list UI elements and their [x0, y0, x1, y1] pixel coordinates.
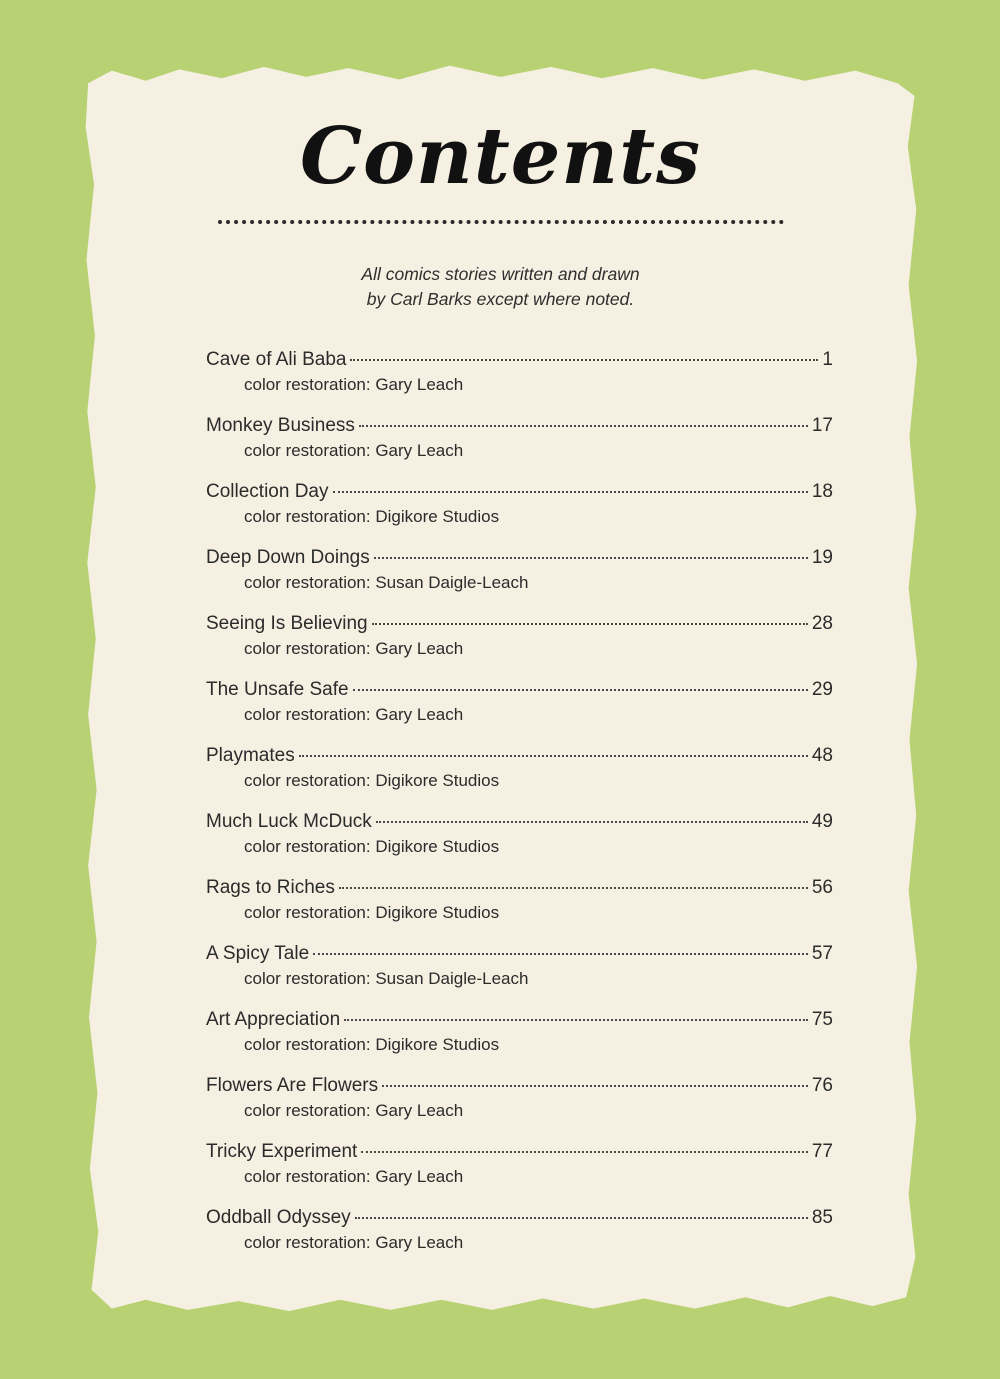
page-content	[78, 58, 923, 1320]
toc-entry-page-number: 17	[811, 414, 833, 436]
toc-entry-page-number: 56	[811, 876, 833, 898]
toc-entry-title[interactable]: Much Luck McDuck	[206, 810, 372, 832]
toc-entry-credit: color restoration: Gary Leach	[244, 1232, 464, 1252]
toc-entry-title[interactable]: Collection Day	[206, 480, 329, 502]
toc-entry[interactable]	[206, 745, 833, 791]
toc-entry-title[interactable]: Oddball Odyssey	[206, 1206, 351, 1228]
dot-leader	[355, 1217, 808, 1219]
toc-entry-page-number: 49	[811, 810, 833, 832]
toc-entry-line[interactable]	[206, 547, 833, 569]
dot-leader	[313, 953, 808, 955]
toc-entry-title[interactable]: Flowers Are Flowers	[206, 1074, 379, 1096]
toc-entry[interactable]	[206, 547, 833, 593]
toc-entry-page-number: 77	[811, 1140, 833, 1162]
attribution-note-line1: All comics stories written and drawn	[361, 263, 640, 284]
toc-entry-line[interactable]	[206, 415, 833, 437]
toc-entry[interactable]	[206, 1009, 833, 1055]
dot-leader	[299, 755, 808, 757]
toc-entry-title[interactable]: Deep Down Doings	[206, 546, 370, 568]
toc-entry-credit: color restoration: Susan Daigle-Leach	[244, 572, 529, 592]
toc-entry-title[interactable]: Rags to Riches	[206, 876, 335, 898]
toc-entry-page-number: 28	[811, 612, 833, 634]
toc-entry[interactable]	[206, 877, 833, 923]
toc-entry-title[interactable]: Seeing Is Believing	[206, 612, 368, 634]
toc-entry-title[interactable]: The Unsafe Safe	[206, 678, 349, 700]
toc-entry[interactable]	[206, 943, 833, 989]
toc-entry-line[interactable]	[206, 943, 833, 965]
toc-entry-page-number: 57	[811, 942, 833, 964]
toc-entry-title[interactable]: Art Appreciation	[206, 1008, 341, 1030]
toc-entry[interactable]	[206, 481, 833, 527]
dot-leader	[350, 359, 818, 361]
toc-entry[interactable]	[206, 1075, 833, 1121]
toc-entry[interactable]	[206, 349, 833, 395]
toc-entry-credit: color restoration: Gary Leach	[244, 704, 464, 724]
toc-entry-page-number: 85	[811, 1206, 833, 1228]
toc-entry-title[interactable]: Playmates	[206, 744, 295, 766]
page-title: Contents	[299, 111, 702, 202]
toc-entry-line[interactable]	[206, 1075, 833, 1097]
dot-leader	[344, 1019, 808, 1021]
toc-entry-credit: color restoration: Digikore Studios	[244, 836, 500, 856]
toc-entry[interactable]	[206, 679, 833, 725]
title-divider	[218, 220, 784, 224]
dot-leader	[353, 689, 808, 691]
toc-entry-title[interactable]: A Spicy Tale	[206, 942, 310, 964]
toc-entry-credit: color restoration: Gary Leach	[244, 1166, 464, 1186]
toc-entry[interactable]	[206, 415, 833, 461]
toc-entry-credit: color restoration: Gary Leach	[244, 638, 464, 658]
toc-entry-title[interactable]: Monkey Business	[206, 414, 355, 436]
toc-entry-page-number: 1	[822, 348, 833, 370]
dot-leader	[361, 1151, 808, 1153]
dot-leader	[374, 557, 808, 559]
toc-entry-credit: color restoration: Gary Leach	[244, 440, 464, 460]
toc-entry-line[interactable]	[206, 679, 833, 701]
toc-entry-line[interactable]	[206, 613, 833, 635]
toc-entry-page-number: 18	[811, 480, 833, 502]
dot-leader	[339, 887, 808, 889]
toc-entry-title[interactable]: Cave of Ali Baba	[206, 348, 347, 370]
toc-entry-line[interactable]	[206, 1141, 833, 1163]
table-of-contents	[78, 349, 923, 1253]
attribution-note	[78, 262, 923, 313]
toc-entry-page-number: 75	[811, 1008, 833, 1030]
toc-entry-line[interactable]	[206, 1009, 833, 1031]
toc-entry-credit: color restoration: Digikore Studios	[244, 506, 500, 526]
toc-entry-line[interactable]	[206, 811, 833, 833]
toc-entry[interactable]	[206, 613, 833, 659]
dot-leader	[382, 1085, 808, 1087]
attribution-note-line2: by Carl Barks except where noted.	[366, 289, 635, 310]
toc-entry-credit: color restoration: Digikore Studios	[244, 1034, 500, 1054]
toc-entry-credit: color restoration: Digikore Studios	[244, 902, 500, 922]
toc-entry[interactable]	[206, 1141, 833, 1187]
toc-entry-credit: color restoration: Susan Daigle-Leach	[244, 968, 529, 988]
toc-entry-credit: color restoration: Gary Leach	[244, 374, 464, 394]
toc-entry-page-number: 19	[811, 546, 833, 568]
toc-entry[interactable]	[206, 1207, 833, 1253]
toc-entry-page-number: 76	[811, 1074, 833, 1096]
toc-entry[interactable]	[206, 811, 833, 857]
toc-entry-credit: color restoration: Digikore Studios	[244, 770, 500, 790]
toc-entry-line[interactable]	[206, 1207, 833, 1229]
dot-leader	[359, 425, 808, 427]
toc-entry-page-number: 29	[811, 678, 833, 700]
dot-leader	[376, 821, 808, 823]
toc-entry-line[interactable]	[206, 877, 833, 899]
dot-leader	[333, 491, 808, 493]
toc-entry-line[interactable]	[206, 349, 833, 371]
toc-entry-line[interactable]	[206, 745, 833, 767]
toc-entry-title[interactable]: Tricky Experiment	[206, 1140, 358, 1162]
toc-entry-page-number: 48	[811, 744, 833, 766]
toc-entry-credit: color restoration: Gary Leach	[244, 1100, 464, 1120]
toc-entry-line[interactable]	[206, 481, 833, 503]
dot-leader	[372, 623, 808, 625]
